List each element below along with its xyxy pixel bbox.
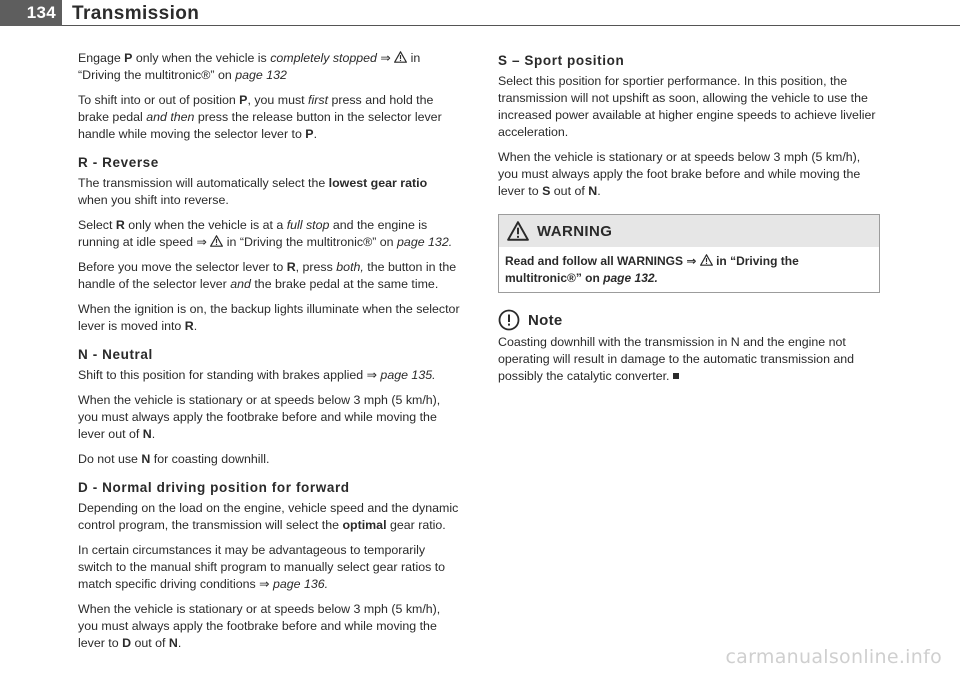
- paragraph-backup-lights: When the ignition is on, the backup lights illuminate when the selector lever is moved into R.: [78, 302, 460, 333]
- paragraph-neutral-coasting: Do not use N for coasting downhill.: [78, 452, 270, 466]
- page-title: Transmission: [72, 3, 200, 24]
- paragraph-drive-manual: In certain circumstances it may be advantageous to temporarily switch to the manual shift program to manually select gear ratios to match specific driving conditions ⇒ page 136.: [78, 543, 446, 591]
- paragraph-reverse-ratio: The transmission will automatically select the lowest gear ratio when you shift into reverse.: [78, 176, 428, 207]
- paragraph-drive-optimal: Depending on the load on the engine, vehicle speed and the dynamic control program, the transmission will select the optimal gear ratio.: [78, 501, 459, 532]
- heading-drive: D - Normal driving position for forward: [78, 480, 350, 495]
- heading-sport: S – Sport position: [498, 53, 625, 68]
- header-divider: [62, 25, 960, 26]
- page-reference-link[interactable]: page 135.: [380, 368, 436, 382]
- end-of-section-marker: [673, 373, 679, 379]
- page-number: 134: [0, 0, 62, 26]
- note-title: Note: [528, 311, 563, 329]
- paragraph-sport-footbrake: When the vehicle is stationary or at speeds below 3 mph (5 km/h), you must always apply the foot brake before and while moving the lever to S out of N.: [498, 150, 861, 198]
- page-reference-link[interactable]: page 136.: [272, 577, 329, 591]
- warning-triangle-icon: [210, 235, 223, 247]
- paragraph-reverse-button: Before you move the selector lever to R, press both, the button in the handle of the selector lever and the brake pedal at the same time.: [78, 260, 457, 291]
- paragraph-neutral-standing: Shift to this position for standing with brakes applied ⇒ page 135.: [78, 368, 436, 382]
- warning-header: [499, 215, 879, 247]
- page-reference-link[interactable]: page 132.: [603, 271, 658, 285]
- warning-triangle-icon: [700, 254, 713, 266]
- warning-box: [498, 214, 880, 293]
- warning-triangle-icon: [394, 51, 407, 63]
- paragraph-neutral-footbrake: When the vehicle is stationary or at speeds below 3 mph (5 km/h), you must always apply the footbrake before and while moving the lever out of N.: [78, 393, 441, 441]
- paragraph-reverse-select: Select R only when the vehicle is at a full stop and the engine is running at idle speed ⇒ in “Driving the multitronic®” on page 132.: [78, 218, 453, 249]
- watermark: carmanualsonline.info: [725, 646, 942, 668]
- paragraph-sport-performance: Select this position for sportier performance. In this position, the transmission will not upshift as soon, allowing the vehicle to use the increased power available at higher engine speeds to achieve livelier acceleration.: [498, 74, 876, 139]
- warning-text: Read and follow all WARNINGS ⇒ in “Driving the multitronic®” on page 132.: [505, 254, 799, 285]
- note-text: Coasting downhill with the transmission in N and the engine not operating will result in damage to the automatic transmission and possibly the catalytic converter.: [498, 335, 855, 383]
- warning-triangle-icon: [507, 221, 529, 241]
- warning-title: WARNING: [537, 222, 613, 240]
- left-column: [78, 50, 460, 660]
- paragraph-park-shift: To shift into or out of position P, you must first press and hold the brake pedal and then press the release button in the selector lever handle while moving the selector lever to P.: [78, 93, 442, 141]
- heading-reverse: R - Reverse: [78, 155, 159, 170]
- paragraph-park: Engage P only when the vehicle is completely stopped ⇒ in “Driving the multitronic®” on page 132: [78, 51, 421, 82]
- heading-neutral: N - Neutral: [78, 347, 153, 362]
- page-reference-link[interactable]: page 132: [235, 68, 287, 82]
- note-exclamation-icon: [498, 309, 520, 331]
- note-header: [498, 309, 880, 331]
- right-column: [498, 50, 880, 393]
- page-reference-link[interactable]: page 132.: [397, 235, 453, 249]
- paragraph-drive-footbrake: When the vehicle is stationary or at speeds below 3 mph (5 km/h), you must always apply the footbrake before and while moving the lever to D out of N.: [78, 602, 441, 650]
